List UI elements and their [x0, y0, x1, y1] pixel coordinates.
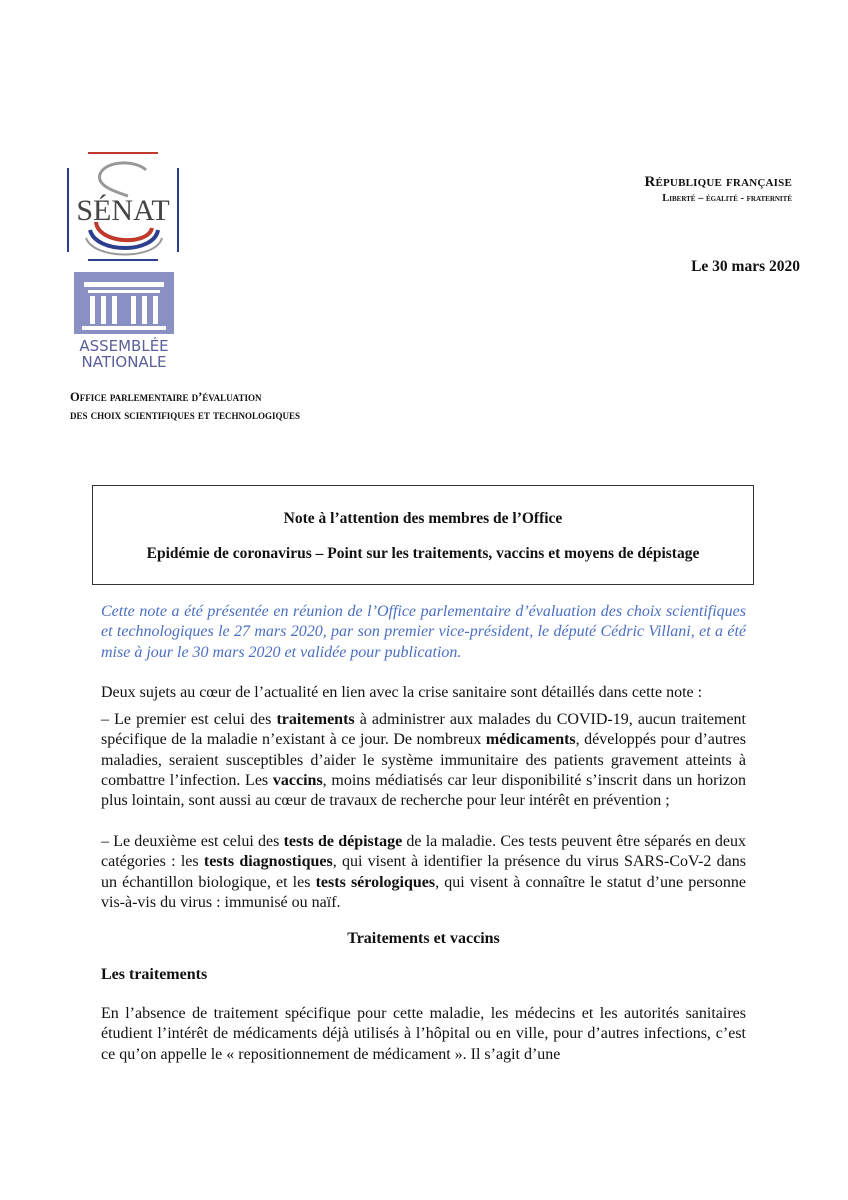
- emphasis-tests-serologiques: tests sérologiques: [315, 873, 436, 891]
- heading-les-traitements: Les traitements: [101, 966, 208, 983]
- republic-header: [644, 174, 792, 204]
- paragraph-absence-traitement: En l’absence de traitement spécifique pour cette maladie, les médecins et les autorités sanitaires étudient l’intérêt de médicaments déjà utilisés à l’hôpital ou en ville, pour d’autres infections, c’est ce qu’on appelle le « repositionnement de médicament ». Il s’agit d’une: [101, 1005, 746, 1063]
- intro-paragraph: Cette note a été présentée en réunion de l’Office parlementaire d’évaluation des choix scientifiques et technologiques le 27 mars 2020, par son premier vice-président, le député Cédric Villani, et a été mise à jour le 30 mars 2020 et validée pour publication.: [101, 603, 746, 661]
- heading-traitements-vaccins: Traitements et vaccins: [347, 930, 500, 947]
- text-run: , qui visent à connaître le statut d’une personne vis-à-vis du virus : immunisé ou naïf.: [101, 873, 747, 911]
- emphasis-tests-diagnostiques: tests diagnostiques: [203, 853, 333, 871]
- office-line2: des choix scientifiques et technologiques: [70, 408, 301, 422]
- text-run: – Le premier est celui des: [101, 711, 277, 728]
- text-run: – Le deuxième est celui des: [101, 833, 284, 850]
- document-date: Le 30 mars 2020: [691, 258, 800, 275]
- text-run: , moins médiatisés car leur disponibilité s’inscrit dans un horizon plus lointain, sont aussi au cœur de travaux de recherche pour leur intérêt en prévention ;: [101, 771, 746, 810]
- note-title: Note à l’attention des membres de l’Office: [283, 510, 563, 527]
- note-title-box: [92, 485, 754, 585]
- office-heading: [70, 388, 300, 424]
- paragraph-deux-sujets: Deux sujets au cœur de l’actualité en lien avec la crise sanitaire sont détaillés dans cette note :: [101, 684, 703, 701]
- emphasis-medicaments: médicaments: [485, 731, 576, 749]
- note-subtitle: Epidémie de coronavirus – Point sur les traitements, vaccins et moyens de dépistage: [146, 545, 700, 562]
- emphasis-traitements: traitements: [276, 711, 355, 728]
- paragraph-premier-sujet: [101, 710, 746, 811]
- assemblee-logo-line2: NATIONALE: [81, 353, 167, 370]
- emphasis-tests-depistage: tests de dépistage: [283, 833, 403, 850]
- paragraph-deuxieme-sujet: [101, 832, 746, 913]
- assemblee-logo-graphic: [74, 272, 174, 370]
- text-run: , développés pour d’autres maladies, seraient susceptibles d’aider le système immunitaire des patients gravement atteints à combattre l’infection. Les: [101, 731, 746, 789]
- text-run: , qui visent à identifier la présence du virus SARS-CoV-2 dans un échantillon biologique, et les: [101, 853, 746, 891]
- assemblee-logo-line1: ASSEMBLÉE: [79, 337, 169, 355]
- senat-logo-text: SÉNAT: [76, 194, 170, 227]
- text-run: de la maladie. Ces tests peuvent être séparés en deux catégories : les: [101, 833, 746, 871]
- office-line1: Office parlementaire d’évaluation: [70, 390, 262, 404]
- text-run: à administrer aux malades du COVID-19, aucun traitement spécifique de la maladie n’existant à ce jour. De nombreux: [101, 711, 746, 749]
- assemblee-nationale-logo: [74, 272, 174, 370]
- senat-logo: [66, 150, 180, 262]
- senat-logo-graphic: [66, 150, 180, 262]
- emphasis-vaccins: vaccins: [272, 771, 323, 789]
- republic-name: République française: [644, 174, 792, 190]
- republic-motto: Liberté – égalité - fraternité: [662, 193, 792, 204]
